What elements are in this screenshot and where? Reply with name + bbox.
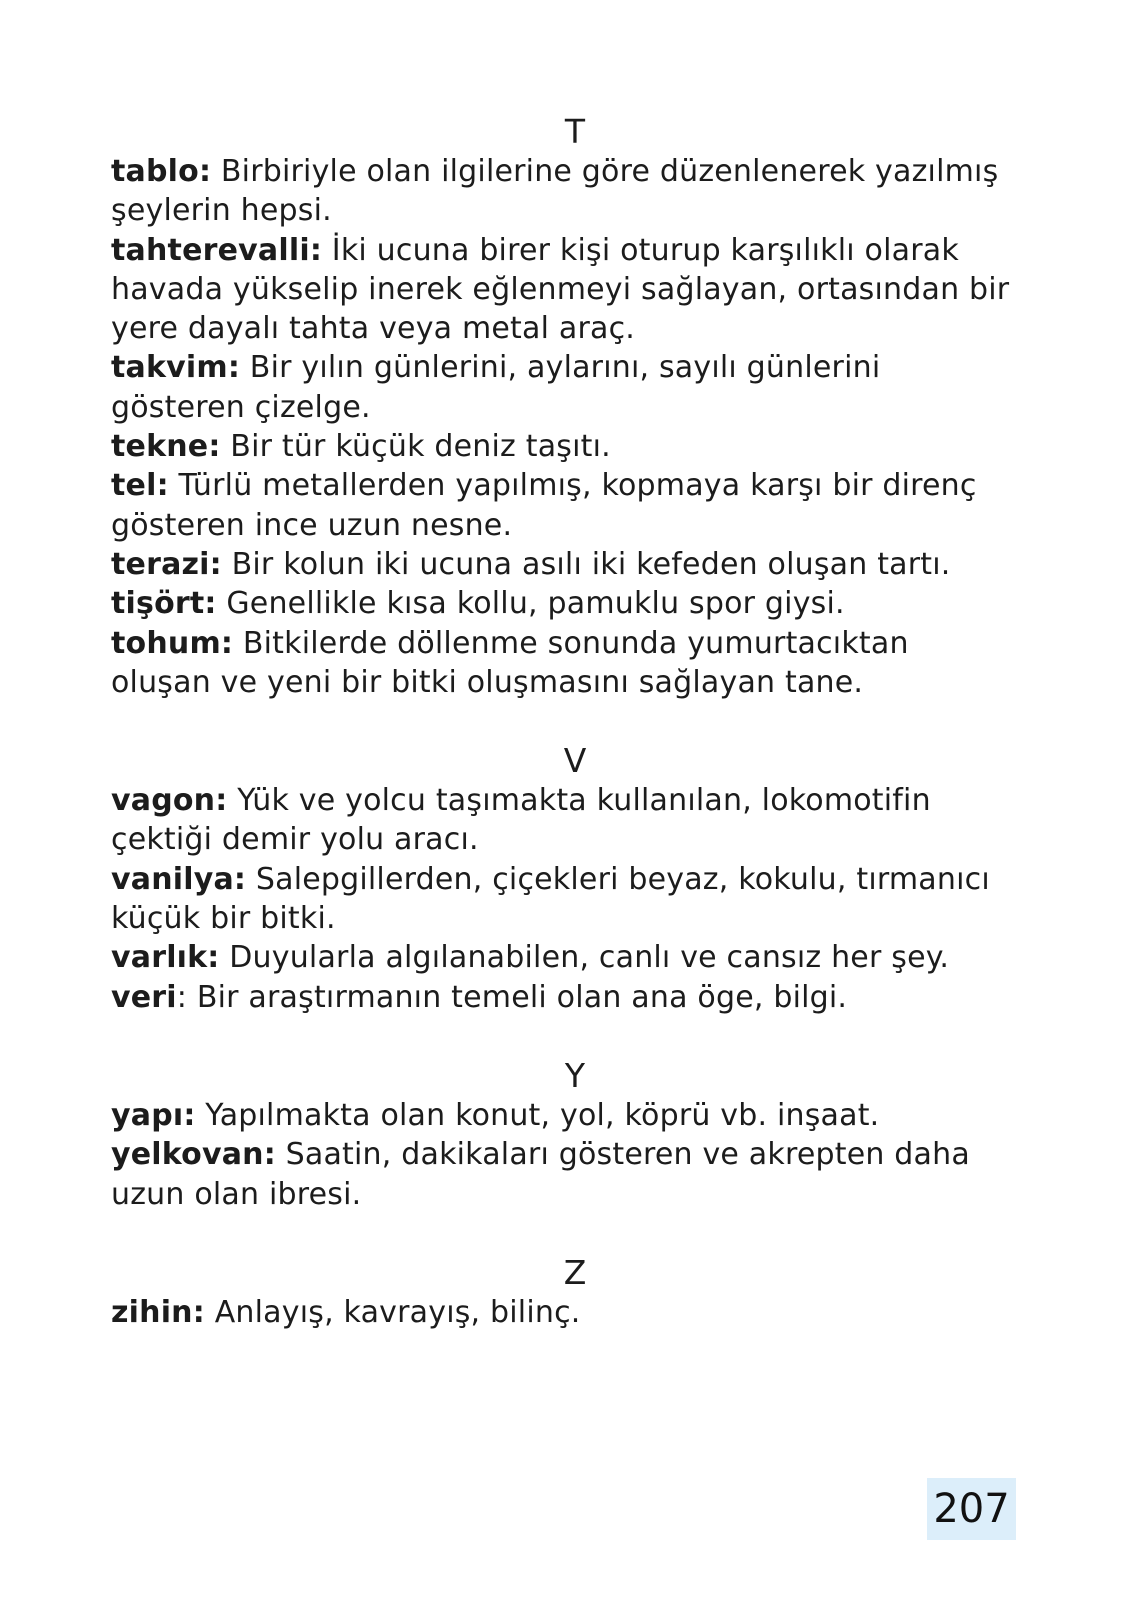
entry-takvim [111, 348, 1011, 427]
entry-definition: : Bir araştırmanın temeli olan ana öge, bilgi. [176, 979, 848, 1015]
section-letter: Z [563, 1252, 587, 1292]
entry-definition: Saatin, dakikaları gösteren ve akrepten daha uzun olan ibresi. [111, 1137, 970, 1212]
entry-definition: Anlayış, kavrayış, bilinç. [204, 1294, 581, 1330]
page-number: 207 [927, 1478, 1016, 1540]
entry-definition: Bir yılın günlerini, aylarını, sayılı günlerini gösteren çizelge. [111, 350, 881, 425]
entry-term: takvim: [111, 350, 241, 386]
section-spacer [111, 1214, 1011, 1253]
entry-definition: Bir tür küçük deniz taşıtı. [220, 429, 611, 465]
entry-definition: Yapılmakta olan konut, yol, köprü vb. inşaat. [195, 1097, 880, 1133]
section-letter: V [563, 741, 587, 781]
entry-term: yapı: [111, 1097, 196, 1133]
entry-term: zihin: [111, 1294, 205, 1330]
entry-tahterevalli [111, 231, 1011, 349]
entry-zihin [111, 1293, 1011, 1332]
entry-tel [111, 466, 1011, 545]
section-spacer [111, 1017, 1011, 1056]
entry-definition: Genellikle kısa kollu, pamuklu spor giysi. [216, 586, 845, 622]
entry-tekne [111, 427, 1011, 466]
section-letter: Y [564, 1055, 586, 1095]
entry-definition: İki ucuna birer kişi oturup karşılıklı olarak havada yükselip inerek eğlenmeyi sağlayan, ortasından bir yere dayalı tahta veya metal araç. [111, 232, 1010, 347]
entry-yapi [111, 1096, 1011, 1135]
entry-term: tahterevalli: [111, 232, 323, 268]
entry-varlik [111, 938, 1011, 977]
section-t [111, 112, 1011, 702]
entry-definition: Bitkilerde döllenme sonunda yumurtacıktan oluşan ve yeni bir bitki oluşmasını sağlayan tane. [111, 625, 909, 700]
entry-term: veri [111, 979, 177, 1015]
entry-term: vanilya: [111, 861, 247, 897]
section-v [111, 741, 1011, 1017]
entry-veri [111, 978, 1011, 1017]
entry-yelkovan [111, 1135, 1011, 1214]
entry-definition: Bir kolun iki ucuna asılı iki kefeden oluşan tartı. [221, 546, 951, 582]
entry-tohum [111, 624, 1011, 703]
entry-definition: Salepgillerden, çiçekleri beyaz, kokulu, tırmanıcı küçük bir bitki. [111, 861, 990, 937]
section-y [111, 1056, 1011, 1214]
entry-definition: Birbiriyle olan ilgilerine göre düzenlenerek yazılmış şeylerin hepsi. [111, 154, 999, 229]
entry-vanilya [111, 860, 1011, 939]
entry-tablo [111, 152, 1011, 231]
glossary-page [111, 112, 1011, 1332]
entry-terazi [111, 545, 1011, 584]
section-z [111, 1253, 1011, 1332]
entry-term: tekne: [111, 429, 221, 465]
entry-term: tişört: [111, 586, 217, 622]
entry-term: varlık: [111, 940, 220, 976]
entry-definition: Yük ve yolcu taşımakta kullanılan, lokomotifin çektiği demir yolu aracı. [111, 783, 931, 858]
entry-tisort [111, 584, 1011, 623]
entry-definition: Türlü metallerden yapılmış, kopmaya karşı bir direnç gösteren ince uzun nesne. [111, 468, 977, 543]
section-letter: T [564, 112, 586, 151]
entry-vagon [111, 781, 1011, 860]
entry-term: terazi: [111, 546, 222, 582]
entry-term: yelkovan: [111, 1137, 276, 1173]
entry-term: tablo: [111, 154, 212, 189]
entry-term: tohum: [111, 625, 234, 661]
entry-definition: Duyularla algılanabilen, canlı ve cansız her şey. [219, 940, 950, 976]
entry-term: tel: [111, 468, 169, 504]
entry-term: vagon: [111, 783, 228, 819]
section-spacer [111, 702, 1011, 741]
